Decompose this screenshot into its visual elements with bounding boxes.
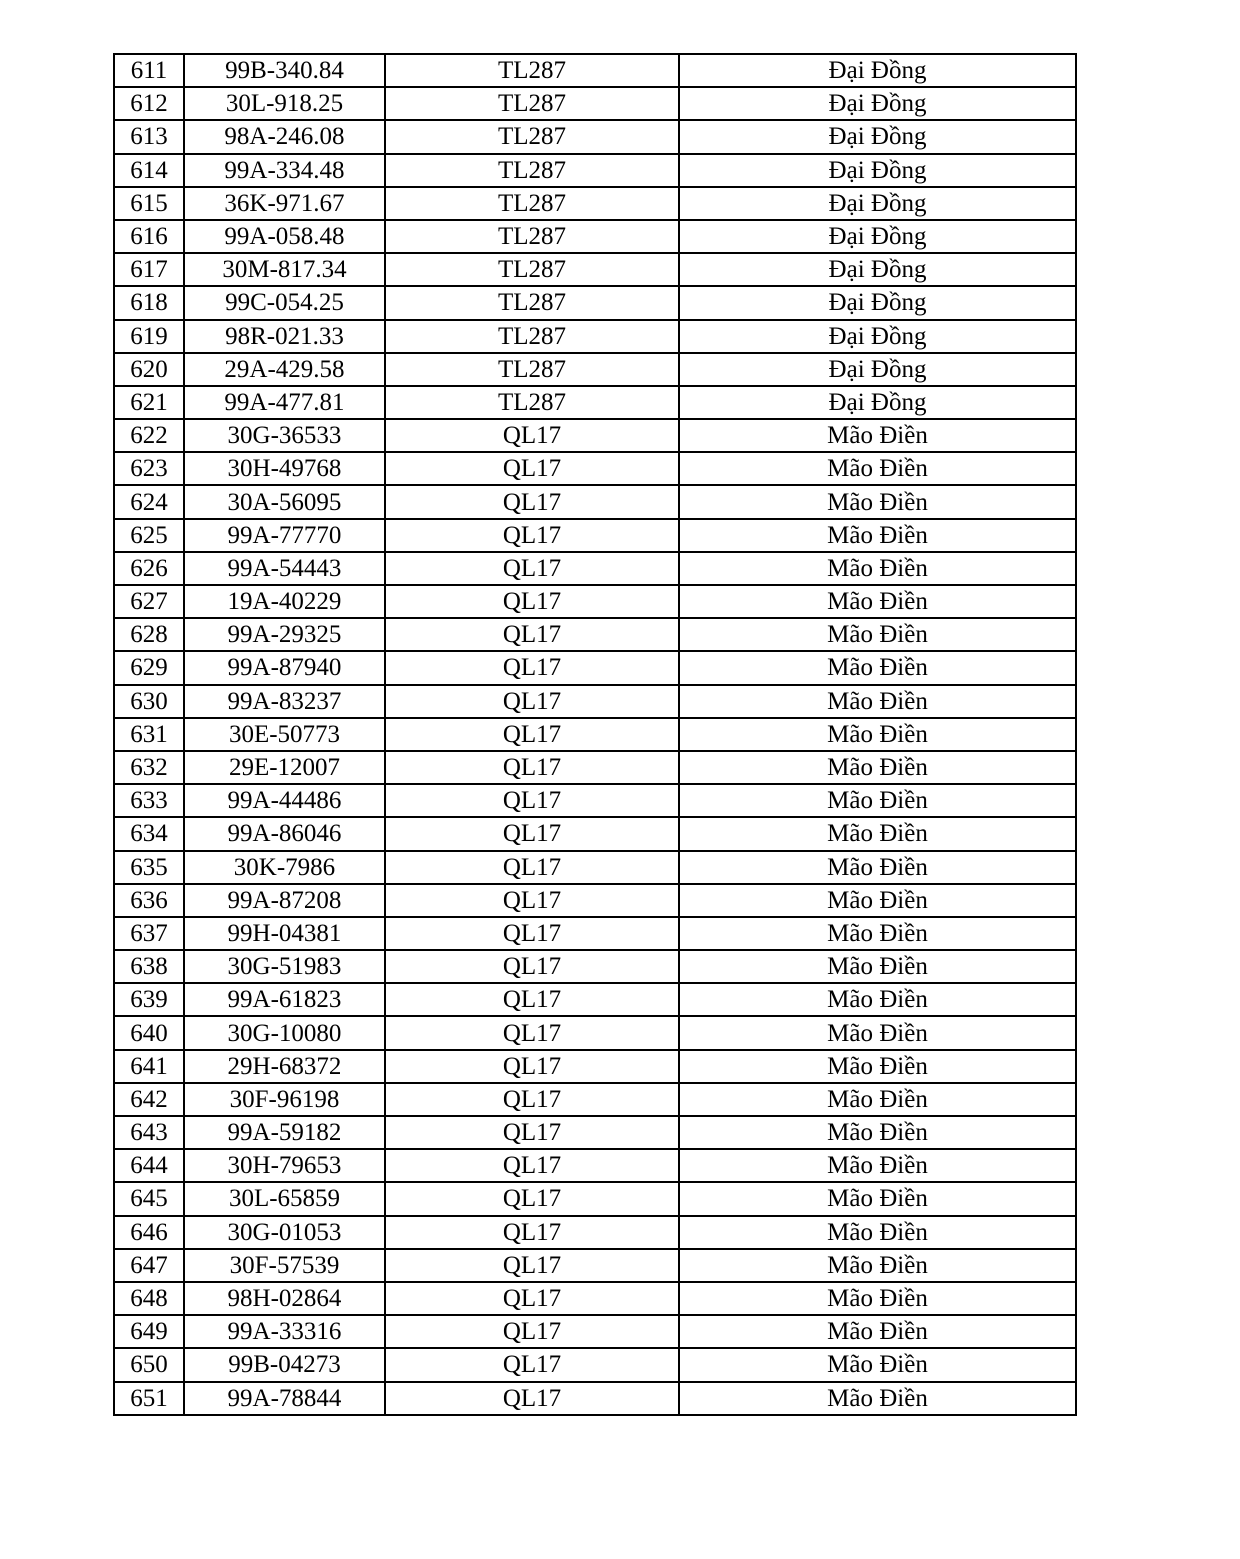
location-cell: Mão Điền bbox=[679, 1348, 1076, 1381]
road-cell: TL287 bbox=[385, 120, 679, 153]
license-plate-cell: 99A-058.48 bbox=[184, 220, 385, 253]
license-plate-cell: 29E-12007 bbox=[184, 751, 385, 784]
location-cell: Đại Đồng bbox=[679, 320, 1076, 353]
license-plate-cell: 99A-33316 bbox=[184, 1315, 385, 1348]
row-number-cell: 647 bbox=[114, 1249, 184, 1282]
table-row bbox=[114, 950, 1076, 983]
license-plate-cell: 30K-7986 bbox=[184, 851, 385, 884]
location-cell: Mão Điền bbox=[679, 452, 1076, 485]
table-row bbox=[114, 87, 1076, 120]
row-number-cell: 637 bbox=[114, 917, 184, 950]
row-number-cell: 622 bbox=[114, 419, 184, 452]
road-cell: TL287 bbox=[385, 253, 679, 286]
road-cell: QL17 bbox=[385, 1282, 679, 1315]
license-plate-cell: 30F-96198 bbox=[184, 1083, 385, 1116]
location-cell: Mão Điền bbox=[679, 618, 1076, 651]
location-cell: Đại Đồng bbox=[679, 353, 1076, 386]
table-row bbox=[114, 585, 1076, 618]
row-number-cell: 625 bbox=[114, 519, 184, 552]
road-cell: QL17 bbox=[385, 983, 679, 1016]
license-plate-cell: 99A-78844 bbox=[184, 1382, 385, 1415]
row-number-cell: 640 bbox=[114, 1016, 184, 1049]
road-cell: QL17 bbox=[385, 1016, 679, 1049]
road-cell: QL17 bbox=[385, 1315, 679, 1348]
road-cell: QL17 bbox=[385, 1050, 679, 1083]
road-cell: TL287 bbox=[385, 353, 679, 386]
row-number-cell: 619 bbox=[114, 320, 184, 353]
table-row bbox=[114, 917, 1076, 950]
table-row bbox=[114, 120, 1076, 153]
license-plate-cell: 30M-817.34 bbox=[184, 253, 385, 286]
table-row bbox=[114, 1315, 1076, 1348]
row-number-cell: 631 bbox=[114, 718, 184, 751]
road-cell: TL287 bbox=[385, 386, 679, 419]
location-cell: Mão Điền bbox=[679, 1382, 1076, 1415]
location-cell: Mão Điền bbox=[679, 1050, 1076, 1083]
location-cell: Mão Điền bbox=[679, 851, 1076, 884]
road-cell: QL17 bbox=[385, 552, 679, 585]
row-number-cell: 648 bbox=[114, 1282, 184, 1315]
row-number-cell: 626 bbox=[114, 552, 184, 585]
vehicle-table-body bbox=[114, 54, 1076, 1415]
road-cell: QL17 bbox=[385, 817, 679, 850]
location-cell: Mão Điền bbox=[679, 1216, 1076, 1249]
table-row bbox=[114, 187, 1076, 220]
table-row bbox=[114, 286, 1076, 319]
table-row bbox=[114, 253, 1076, 286]
table-row bbox=[114, 452, 1076, 485]
road-cell: TL287 bbox=[385, 54, 679, 87]
location-cell: Mão Điền bbox=[679, 817, 1076, 850]
license-plate-cell: 99A-61823 bbox=[184, 983, 385, 1016]
row-number-cell: 612 bbox=[114, 87, 184, 120]
table-row bbox=[114, 1116, 1076, 1149]
location-cell: Đại Đồng bbox=[679, 87, 1076, 120]
row-number-cell: 621 bbox=[114, 386, 184, 419]
row-number-cell: 638 bbox=[114, 950, 184, 983]
location-cell: Mão Điền bbox=[679, 1116, 1076, 1149]
license-plate-cell: 30L-65859 bbox=[184, 1182, 385, 1215]
location-cell: Mão Điền bbox=[679, 585, 1076, 618]
location-cell: Mão Điền bbox=[679, 651, 1076, 684]
road-cell: QL17 bbox=[385, 485, 679, 518]
location-cell: Đại Đồng bbox=[679, 120, 1076, 153]
license-plate-cell: 99A-29325 bbox=[184, 618, 385, 651]
road-cell: QL17 bbox=[385, 1216, 679, 1249]
road-cell: TL287 bbox=[385, 320, 679, 353]
road-cell: QL17 bbox=[385, 585, 679, 618]
license-plate-cell: 30G-10080 bbox=[184, 1016, 385, 1049]
location-cell: Đại Đồng bbox=[679, 386, 1076, 419]
table-row bbox=[114, 817, 1076, 850]
license-plate-cell: 99H-04381 bbox=[184, 917, 385, 950]
row-number-cell: 649 bbox=[114, 1315, 184, 1348]
road-cell: QL17 bbox=[385, 884, 679, 917]
table-row bbox=[114, 1348, 1076, 1381]
table-row bbox=[114, 353, 1076, 386]
license-plate-cell: 99A-86046 bbox=[184, 817, 385, 850]
license-plate-cell: 30F-57539 bbox=[184, 1249, 385, 1282]
license-plate-cell: 99A-59182 bbox=[184, 1116, 385, 1149]
road-cell: TL287 bbox=[385, 154, 679, 187]
road-cell: TL287 bbox=[385, 87, 679, 120]
location-cell: Đại Đồng bbox=[679, 220, 1076, 253]
license-plate-cell: 99A-334.48 bbox=[184, 154, 385, 187]
road-cell: QL17 bbox=[385, 1249, 679, 1282]
location-cell: Mão Điền bbox=[679, 983, 1076, 1016]
road-cell: QL17 bbox=[385, 651, 679, 684]
row-number-cell: 633 bbox=[114, 784, 184, 817]
row-number-cell: 634 bbox=[114, 817, 184, 850]
location-cell: Mão Điền bbox=[679, 751, 1076, 784]
row-number-cell: 617 bbox=[114, 253, 184, 286]
table-row bbox=[114, 485, 1076, 518]
row-number-cell: 643 bbox=[114, 1116, 184, 1149]
road-cell: QL17 bbox=[385, 851, 679, 884]
road-cell: QL17 bbox=[385, 618, 679, 651]
license-plate-cell: 99B-340.84 bbox=[184, 54, 385, 87]
row-number-cell: 614 bbox=[114, 154, 184, 187]
license-plate-cell: 29H-68372 bbox=[184, 1050, 385, 1083]
row-number-cell: 645 bbox=[114, 1182, 184, 1215]
location-cell: Mão Điền bbox=[679, 485, 1076, 518]
road-cell: QL17 bbox=[385, 751, 679, 784]
location-cell: Đại Đồng bbox=[679, 54, 1076, 87]
location-cell: Mão Điền bbox=[679, 552, 1076, 585]
row-number-cell: 650 bbox=[114, 1348, 184, 1381]
road-cell: QL17 bbox=[385, 917, 679, 950]
table-row bbox=[114, 1382, 1076, 1415]
table-row bbox=[114, 851, 1076, 884]
location-cell: Mão Điền bbox=[679, 1149, 1076, 1182]
table-row bbox=[114, 651, 1076, 684]
row-number-cell: 646 bbox=[114, 1216, 184, 1249]
row-number-cell: 641 bbox=[114, 1050, 184, 1083]
location-cell: Mão Điền bbox=[679, 1315, 1076, 1348]
license-plate-cell: 98H-02864 bbox=[184, 1282, 385, 1315]
row-number-cell: 620 bbox=[114, 353, 184, 386]
road-cell: QL17 bbox=[385, 784, 679, 817]
location-cell: Mão Điền bbox=[679, 917, 1076, 950]
row-number-cell: 611 bbox=[114, 54, 184, 87]
road-cell: TL287 bbox=[385, 187, 679, 220]
road-cell: QL17 bbox=[385, 1116, 679, 1149]
row-number-cell: 642 bbox=[114, 1083, 184, 1116]
license-plate-cell: 19A-40229 bbox=[184, 585, 385, 618]
road-cell: QL17 bbox=[385, 1182, 679, 1215]
table-row bbox=[114, 320, 1076, 353]
license-plate-cell: 98A-246.08 bbox=[184, 120, 385, 153]
license-plate-cell: 30E-50773 bbox=[184, 718, 385, 751]
location-cell: Mão Điền bbox=[679, 685, 1076, 718]
table-row bbox=[114, 220, 1076, 253]
table-row bbox=[114, 1282, 1076, 1315]
location-cell: Mão Điền bbox=[679, 419, 1076, 452]
license-plate-cell: 99A-87940 bbox=[184, 651, 385, 684]
license-plate-cell: 30H-49768 bbox=[184, 452, 385, 485]
location-cell: Mão Điền bbox=[679, 1182, 1076, 1215]
table-row bbox=[114, 751, 1076, 784]
road-cell: QL17 bbox=[385, 1348, 679, 1381]
row-number-cell: 636 bbox=[114, 884, 184, 917]
table-row bbox=[114, 1149, 1076, 1182]
row-number-cell: 644 bbox=[114, 1149, 184, 1182]
road-cell: QL17 bbox=[385, 1083, 679, 1116]
location-cell: Đại Đồng bbox=[679, 154, 1076, 187]
row-number-cell: 630 bbox=[114, 685, 184, 718]
road-cell: QL17 bbox=[385, 419, 679, 452]
license-plate-cell: 99B-04273 bbox=[184, 1348, 385, 1381]
road-cell: QL17 bbox=[385, 1149, 679, 1182]
row-number-cell: 613 bbox=[114, 120, 184, 153]
location-cell: Mão Điền bbox=[679, 1016, 1076, 1049]
row-number-cell: 618 bbox=[114, 286, 184, 319]
road-cell: QL17 bbox=[385, 1382, 679, 1415]
license-plate-cell: 99C-054.25 bbox=[184, 286, 385, 319]
table-row bbox=[114, 386, 1076, 419]
row-number-cell: 651 bbox=[114, 1382, 184, 1415]
table-row bbox=[114, 1182, 1076, 1215]
table-row bbox=[114, 718, 1076, 751]
row-number-cell: 639 bbox=[114, 983, 184, 1016]
row-number-cell: 623 bbox=[114, 452, 184, 485]
license-plate-cell: 99A-44486 bbox=[184, 784, 385, 817]
row-number-cell: 629 bbox=[114, 651, 184, 684]
location-cell: Mão Điền bbox=[679, 1282, 1076, 1315]
license-plate-cell: 99A-54443 bbox=[184, 552, 385, 585]
road-cell: QL17 bbox=[385, 519, 679, 552]
location-cell: Mão Điền bbox=[679, 950, 1076, 983]
license-plate-cell: 30G-51983 bbox=[184, 950, 385, 983]
location-cell: Mão Điền bbox=[679, 519, 1076, 552]
row-number-cell: 632 bbox=[114, 751, 184, 784]
location-cell: Đại Đồng bbox=[679, 286, 1076, 319]
license-plate-cell: 98R-021.33 bbox=[184, 320, 385, 353]
road-cell: QL17 bbox=[385, 718, 679, 751]
table-row bbox=[114, 685, 1076, 718]
license-plate-cell: 30G-01053 bbox=[184, 1216, 385, 1249]
road-cell: TL287 bbox=[385, 286, 679, 319]
table-row bbox=[114, 1050, 1076, 1083]
vehicle-table bbox=[113, 53, 1077, 1416]
road-cell: QL17 bbox=[385, 950, 679, 983]
location-cell: Mão Điền bbox=[679, 718, 1076, 751]
table-row bbox=[114, 54, 1076, 87]
table-row bbox=[114, 983, 1076, 1016]
location-cell: Mão Điền bbox=[679, 784, 1076, 817]
row-number-cell: 628 bbox=[114, 618, 184, 651]
road-cell: QL17 bbox=[385, 685, 679, 718]
table-row bbox=[114, 1083, 1076, 1116]
table-row bbox=[114, 419, 1076, 452]
license-plate-cell: 99A-477.81 bbox=[184, 386, 385, 419]
table-row bbox=[114, 1016, 1076, 1049]
table-row bbox=[114, 154, 1076, 187]
license-plate-cell: 30H-79653 bbox=[184, 1149, 385, 1182]
location-cell: Mão Điền bbox=[679, 1083, 1076, 1116]
table-row bbox=[114, 1216, 1076, 1249]
table-row bbox=[114, 618, 1076, 651]
table-row bbox=[114, 884, 1076, 917]
table-row bbox=[114, 784, 1076, 817]
table-row bbox=[114, 519, 1076, 552]
location-cell: Mão Điền bbox=[679, 1249, 1076, 1282]
location-cell: Mão Điền bbox=[679, 884, 1076, 917]
row-number-cell: 615 bbox=[114, 187, 184, 220]
location-cell: Đại Đồng bbox=[679, 187, 1076, 220]
road-cell: TL287 bbox=[385, 220, 679, 253]
road-cell: QL17 bbox=[385, 452, 679, 485]
license-plate-cell: 30A-56095 bbox=[184, 485, 385, 518]
row-number-cell: 616 bbox=[114, 220, 184, 253]
table-row bbox=[114, 552, 1076, 585]
table-row bbox=[114, 1249, 1076, 1282]
license-plate-cell: 99A-87208 bbox=[184, 884, 385, 917]
row-number-cell: 635 bbox=[114, 851, 184, 884]
row-number-cell: 624 bbox=[114, 485, 184, 518]
license-plate-cell: 99A-83237 bbox=[184, 685, 385, 718]
row-number-cell: 627 bbox=[114, 585, 184, 618]
license-plate-cell: 29A-429.58 bbox=[184, 353, 385, 386]
license-plate-cell: 99A-77770 bbox=[184, 519, 385, 552]
license-plate-cell: 36K-971.67 bbox=[184, 187, 385, 220]
license-plate-cell: 30G-36533 bbox=[184, 419, 385, 452]
license-plate-cell: 30L-918.25 bbox=[184, 87, 385, 120]
location-cell: Đại Đồng bbox=[679, 253, 1076, 286]
